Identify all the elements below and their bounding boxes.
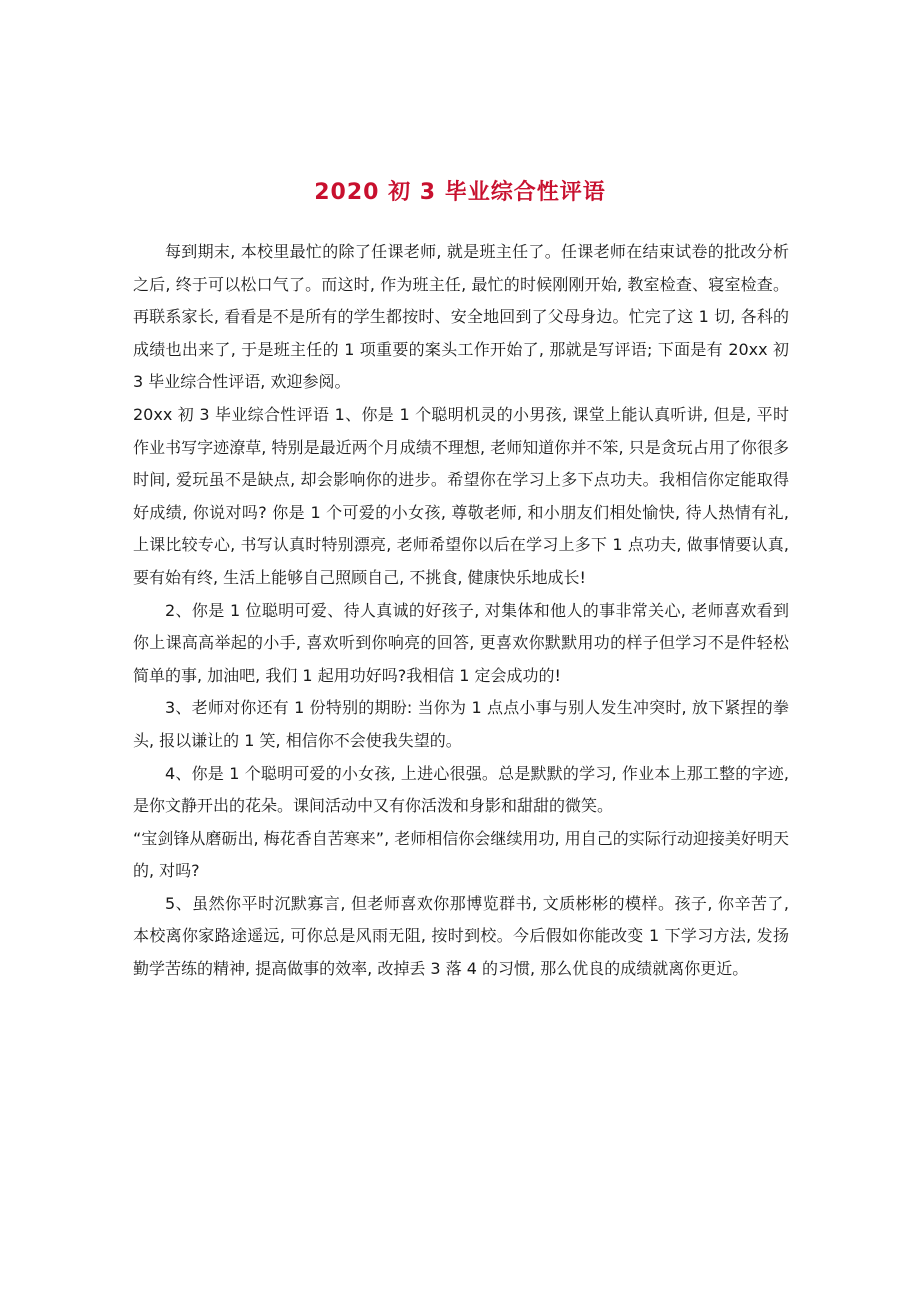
comment-paragraph-4: 4、你是 1 个聪明可爱的小女孩, 上进心很强。总是默默的学习, 作业本上那工整的字迹, 是你文静开出的花朵。课间活动中又有你活泼和身影和甜甜的微笑。 — [133, 763, 789, 816]
document-title: 2020 初 3 毕业综合性评语 — [314, 179, 606, 205]
quote-paragraph: “宝剑锋从磨砺出, 梅花香自苦寒来”, 老师相信你会继续用功, 用自己的实际行动迎接美好明天的, 对吗? — [133, 828, 789, 881]
intro-paragraph: 每到期末, 本校里最忙的除了任课老师, 就是班主任了。任课老师在结束试卷的批改分析之后, 终于可以松口气了。而这时, 作为班主任, 最忙的时候刚刚开始, 教室检查、寝室检查。再联系家长, 看看是不是所有的学生都按时、安全地回到了父母身边。忙完了这 1 切, 各科的成绩也出来了, 于是班主任的 1 项重要的案头工作开始了, 那就是写评语; 下面是有 20xx 初 3 毕业综合性评语, 欢迎参阅。 — [133, 242, 789, 392]
comment-paragraph-3: 3、老师对你还有 1 份特别的期盼: 当你为 1 点点小事与别人发生冲突时, 放下紧捏的拳头, 报以谦让的 1 笑, 相信你不会使我失望的。 — [133, 698, 789, 750]
comment-paragraph-1: 20xx 初 3 毕业综合性评语 1、你是 1 个聪明机灵的小男孩, 课堂上能认真听讲, 但是, 平时作业书写字迹潦草, 特别是最近两个月成绩不理想, 老师知道你并不笨, 只是贪玩占用了你很多时间, 爱玩虽不是缺点, 却会影响你的进步。希望你在学习上多下点功夫。我相信你定能取得好成绩, 你说对吗? 你是 1 个可爱的小女孩, 尊敬老师, 和小朋友们相处愉快, 待人热情有礼, 上课比较专心, 书写认真时特别漂亮, 老师希望你以后在学习上多下 1 点功夫, 做事情要认真, 要有始有终, 生活上能够自己照顾自己, 不挑食, 健康快乐地成长! — [133, 404, 789, 587]
comment-paragraph-2: 2、你是 1 位聪明可爱、待人真诚的好孩子, 对集体和他人的事非常关心, 老师喜欢看到你上课高高举起的小手, 喜欢听到你响亮的回答, 更喜欢你默默用功的样子但学习不是件轻松简单的事, 加油吧, 我们 1 起用功好吗?我相信 1 定会成功的! — [133, 600, 789, 685]
document-body — [133, 236, 789, 986]
comment-paragraph-5: 5、虽然你平时沉默寡言, 但老师喜欢你那博览群书, 文质彬彬的模样。孩子, 你辛苦了, 本校离你家路途遥远, 可你总是风雨无阻, 按时到校。今后假如你能改变 1 下学习方法, 发扬勤学苦练的精神, 提高做事的效率, 改掉丢 3 落 4 的习惯, 那么优良的成绩就离你更近。 — [133, 893, 789, 979]
